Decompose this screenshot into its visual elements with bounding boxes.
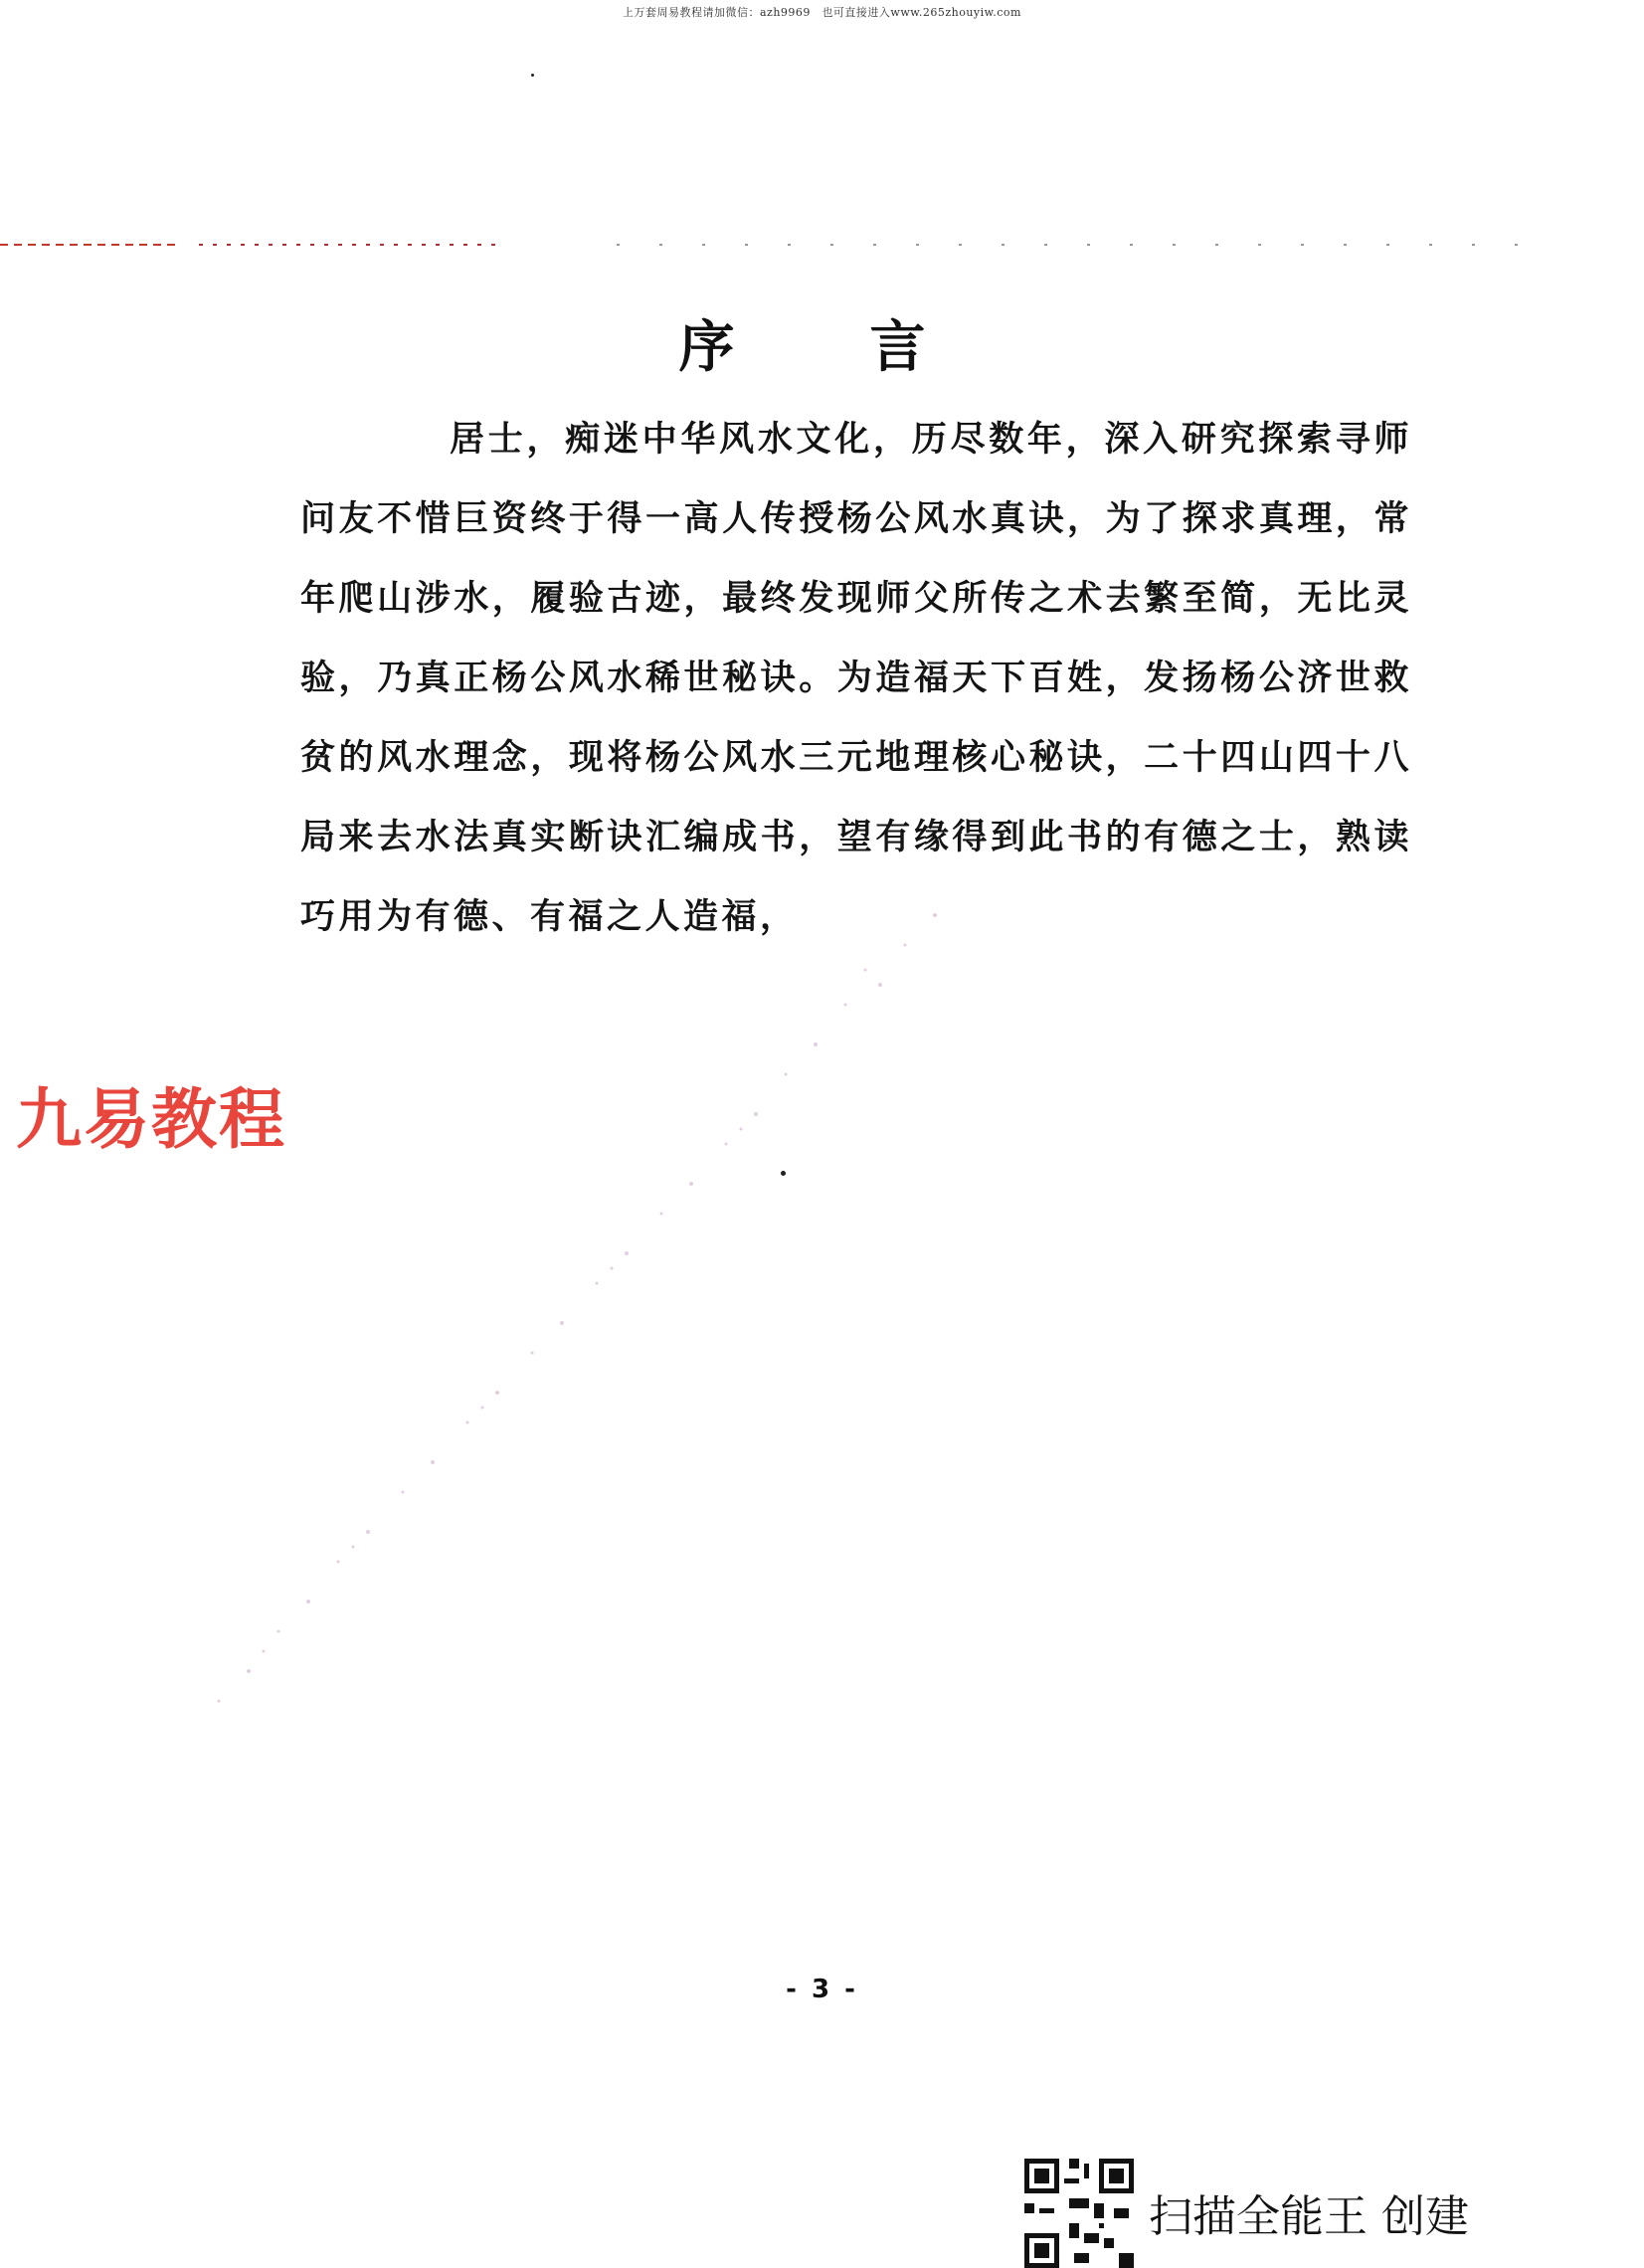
preface-paragraph: 居士，痴迷中华风水文化，历尽数年，深入研究探索寻师问友不惜巨资终于得一高人传授杨公风水真诀，为了探求真理，常年爬山涉水，履验古迹，最终发现师父所传之术去繁至简，无比灵验，乃真正杨公风水稀世秘诀。为造福天下百姓，发扬杨公济世救贫的风水理念，现将杨公风水三元地理核心秘诀，二十四山四十八局来去水法真实断诀汇编成书，望有缘得到此书的有德之士，熟读巧用为有德、有福之人造福， <box>300 419 1412 937</box>
diagonal-watermark <box>149 875 1144 1771</box>
page-title: 序 言 <box>678 314 966 380</box>
qr-code-icon <box>1024 2159 1134 2268</box>
watermark-logo: 九易教程 <box>16 1081 286 1158</box>
top-note: 上万套周易教程请加微信：azh9969 也可直接进入www.265zhouyiw.com <box>622 6 1021 19</box>
scanner-badge <box>1024 2159 1644 2242</box>
scanner-label: 扫描全能王 创建 <box>1149 2191 1469 2242</box>
scan-speck <box>531 74 534 77</box>
page-number: - 3 - <box>786 1975 858 2004</box>
dashed-rule <box>0 243 1532 247</box>
